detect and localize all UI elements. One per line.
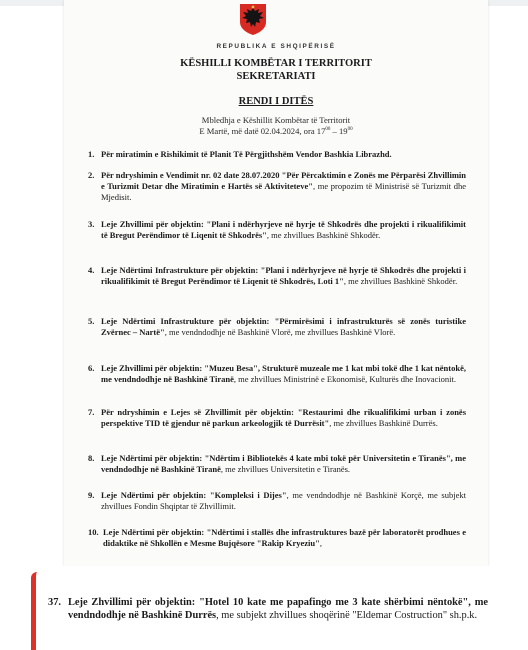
item-title: Leje Zhvillimi për objektin: "Muzeu Besa", Strukturë muzeale me 1 kat mbi tokë dhe 1 kat nëntokë, me vendndodhje në Bashkinë Tiranë — [101, 363, 466, 385]
item-number: 9. — [88, 490, 95, 500]
item-title: Leje Ndërtimi për objektin: "Ndërtim i Bibliotekës 4 kate mbi tokë për Universitetin e Tiranës", me vendndodhje në Bashkinë Tiranë — [101, 453, 466, 475]
meeting-info — [64, 115, 488, 136]
item-title: Leje Zhvillimi për objektin: "Plani i ndërhyrjeve në hyrje të Shkodrës dhe projekti i rikualifikimit të Bregut Perëndimor të Liqenit të Shkodrës" — [101, 219, 466, 241]
council-name: KËSHILLI KOMBËTAR I TERRITORIT — [180, 58, 372, 69]
item-title: Për miratimin e Rishikimit të Planit Të Përgjithshëm Vendor Bashkia Librazhd. — [101, 149, 392, 159]
agenda-item — [88, 490, 466, 512]
item-number: 8. — [88, 453, 95, 463]
item-title: Leje Zhvillimi për objektin: "Hotel 10 kate me papafingo me 3 kate shërbimi nëntokë", me vendndodhje në Bashkinë Durrës — [68, 597, 488, 622]
council-heading — [64, 58, 488, 83]
agenda-item — [88, 316, 466, 338]
item-title: Leje Ndërtimi për objektin: "Ndërtimi i stallës dhe infrastruktures bazë për laboratorët prodhues e didaktike në Shkollën e Mesme Bujqësore "Rakip Kryeziu" — [103, 527, 466, 549]
item-detail: , me vendndodhje në Bashkinë Korçë, me subjekt zhvillues Fondin Shqiptar të Zhvillimit. — [101, 490, 466, 512]
item-number: 4. — [88, 265, 95, 275]
agenda-item — [88, 219, 466, 241]
secretariat-name: SEKRETARIATI — [236, 70, 316, 82]
item-number: 5. — [88, 316, 95, 326]
item-number: 1. — [88, 149, 95, 159]
agenda-item — [88, 170, 466, 204]
item-title: Leje Ndërtimi për objektin: "Kompleksi i Dijes" — [101, 490, 287, 500]
item-detail: , — [319, 538, 322, 549]
item-detail: , me zhvillues Ministrinë e Ekonomisë, Kulturës dhe Inovacionit. — [233, 374, 457, 385]
coat-of-arms-icon — [238, 2, 268, 36]
agenda-title: RENDI I DITËS — [238, 96, 314, 107]
item-title: Leje Ndërtimi Infrastrukture për objektin: "Përmirësimi i infrastrukturës së zonës turistike Zvërnec – Nartë" — [101, 316, 466, 338]
meeting-datetime: E Martë, më datë 02.04.2024, ora $17^{00} - 19^{00}$ — [199, 126, 353, 137]
item-detail: , me propozim të Ministrisë së Turizmit dhe Mjedisit. — [101, 181, 466, 203]
republic-heading: REPUBLIKA E SHQIPËRISË — [216, 43, 336, 50]
item-title: Për ndryshimin e Vendimit nr. 02 date 28.07.2020 "Për Përcaktimin e Zonës me Përparësi Zhvillimin e Turizmit Detar dhe Miratimin e Hartës së Aktiviteteve" — [101, 170, 466, 192]
item-number: 37. — [48, 597, 61, 608]
highlighted-agenda-item — [48, 596, 488, 622]
item-detail: , me zhvillues Bashkinë Shkodër. — [266, 230, 381, 241]
agenda-item — [88, 407, 466, 429]
item-number: 2. — [88, 170, 95, 180]
item-detail: , me zhvillues Bashkinë Shkodër. — [343, 276, 458, 287]
agenda-item — [88, 265, 466, 287]
item-detail: , me subjekt zhvillues shoqërinë "Eldemar Costruction" sh.p.k. — [216, 610, 478, 622]
item-number: 3. — [88, 219, 95, 229]
agenda-item — [88, 453, 466, 475]
item-detail: , me zhvillues Bashkinë Durrës. — [329, 418, 438, 429]
item-detail: , me zhvillues Universitetin e Tiranës. — [220, 464, 351, 475]
item-detail: , me vendndodhje në Bashkinë Vlorë, me zhvillues Bashkinë Vlorë. — [164, 327, 396, 338]
item-number: 7. — [88, 407, 95, 417]
agenda-item — [88, 363, 466, 385]
item-number: 6. — [88, 363, 95, 373]
item-title: Leje Ndërtimi Infrastrukture për objektin: "Plani i ndërhyrjeve në hyrje të Shkodrës dhe projekti i rikualifikimit të Bregut Perëndimor të Liqenit të Shkodrës, Loti 1" — [101, 265, 466, 287]
meeting-title: Mbledhja e Këshillit Kombëtar të Territorit — [201, 115, 351, 125]
item-number: 10. — [88, 527, 99, 537]
agenda-item — [88, 527, 466, 549]
item-title: Për ndryshimin e Lejes së Zhvillimit për objektin: "Restaurimi dhe rikualifikimi urban i zonës perspektive TID të gjendur në parkun arkeologjik të Durrësit" — [101, 407, 466, 429]
agenda-item — [88, 149, 466, 160]
red-accent-mark — [31, 572, 37, 650]
